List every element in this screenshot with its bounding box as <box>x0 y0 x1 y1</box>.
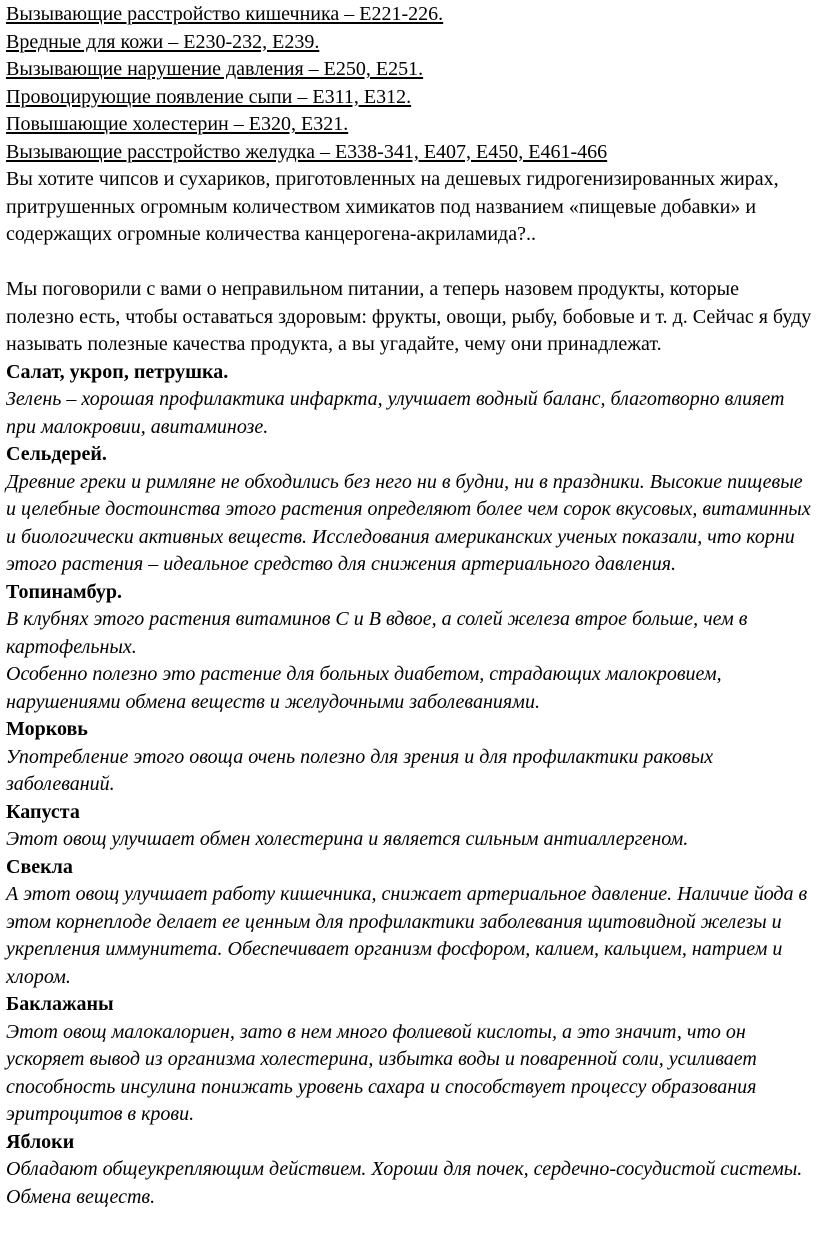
product-description: А этот овощ улучшает работу кишечника, снижает артериальное давление. Наличие йода в этом корнеплоде делает ее ценным для профилактики заболевания щитовидной железы и укрепления иммунитета. Обеспечивает организм фосфором, калием, кальцием, натрием и хлором. <box>6 883 808 988</box>
additive-line: Вызывающие нарушение давления – Е250, Е251. <box>6 58 424 80</box>
product-description: Зелень – хорошая профилактика инфаркта, улучшает водный баланс, благотворно влияет при малокровии, авитаминозе. <box>6 388 785 438</box>
product-heading: Капуста <box>6 800 80 823</box>
product-description: Обладают общеукрепляющим действием. Хороши для почек, сердечно-сосудистой системы. Обмена веществ. <box>6 1158 803 1208</box>
additive-line: Вызывающие расстройство кишечника – Е221-226. <box>6 3 444 25</box>
product-heading: Морковь <box>6 718 88 740</box>
product-description: Употребление этого овоща очень полезно для зрения и для профилактики раковых заболеваний. <box>6 745 714 795</box>
product-heading: Свекла <box>6 855 73 878</box>
intro-paragraph: Мы поговорили с вами о неправильном питании, а теперь назовем продукты, которые полезно есть, чтобы оставаться здоровым: фрукты, овощи, рыбу, бобовые и т. д. Сейчас я буду называть полезные качества продукта, а вы угадайте, чему они принадлежат. <box>6 278 812 355</box>
product-description: Древние греки и римляне не обходились без него ни в будни, ни в праздники. Высокие пищевые и целебные достоинства этого растения определяют более чем сорок вкусовых, витаминных и биологически активных веществ. Исследования американских ученых показали, что корни этого растения – идеальное средство для снижения артериального давления. <box>6 470 811 575</box>
product-heading: Сельдерей. <box>6 443 107 465</box>
product-description: Этот овощ малокалориен, зато в нем много фолиевой кислоты, а это значит, что он ускоряет вывод из организма холестерина, избытка воды и поваренной соли, усиливает способность инсулина понижать уровень сахара и способствует процессу образования эритроцитов в крови. <box>6 1020 757 1125</box>
product-description: Этот овощ улучшает обмен холестерина и является сильным антиаллергеном. <box>6 828 689 850</box>
product-heading: Салат, укроп, петрушка. <box>6 360 229 383</box>
product-description: В клубнях этого растения витаминов С и В вдвое, а солей железа втрое больше, чем в картофельных. <box>6 608 748 658</box>
product-heading: Яблоки <box>6 1130 75 1153</box>
document-body <box>6 1 812 1211</box>
additive-line: Вредные для кожи – Е230-232, Е239. <box>6 30 320 53</box>
product-heading: Топинамбур. <box>6 580 122 603</box>
question-paragraph: Вы хотите чипсов и сухариков, приготовленных на дешевых гидрогенизированных жирах, притрушенных огромным количеством химикатов под названием «пищевые добавки» и содержащих огромные количества канцерогена-акриламида?.. <box>6 168 779 245</box>
product-description: Особенно полезно это растение для больных диабетом, страдающих малокровием, нарушениями обмена веществ и желудочными заболеваниями. <box>6 663 722 713</box>
blank-line <box>6 249 812 277</box>
additive-line: Вызывающие расстройство желудка – Е338-341, Е407, Е450, Е461-466 <box>6 140 608 163</box>
additive-line: Провоцирующие появление сыпи – Е311, Е312. <box>6 85 412 108</box>
additive-line: Повышающие холестерин – Е320, Е321. <box>6 113 349 135</box>
product-heading: Баклажаны <box>6 993 114 1015</box>
